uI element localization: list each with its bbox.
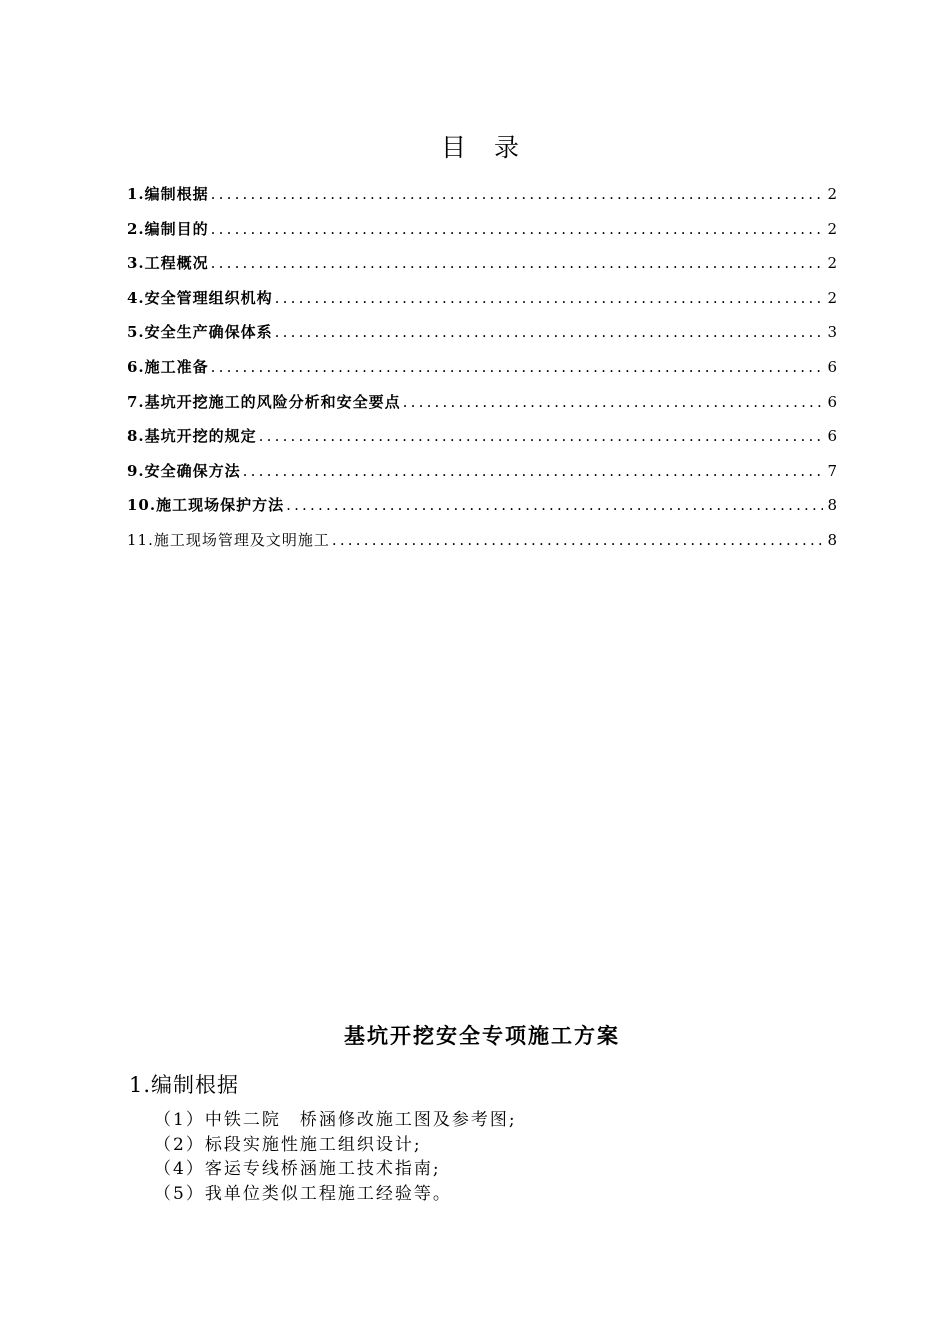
- toc-entry-page: 8: [827, 530, 837, 549]
- toc-entry-label: 6.施工准备: [127, 357, 209, 376]
- toc-entry[interactable]: [127, 425, 837, 460]
- document-title: 基坑开挖安全专项施工方案: [344, 1023, 620, 1048]
- toc-entry[interactable]: [127, 218, 837, 253]
- toc-entry[interactable]: [127, 183, 837, 218]
- list-item: （5）我单位类似工程施工经验等。: [154, 1183, 452, 1204]
- toc-leader-dots: [211, 220, 824, 238]
- toc-entry-label: 3.工程概况: [127, 254, 209, 273]
- toc-entry-page: 2: [827, 254, 837, 273]
- toc-entry-label: 1.编制根据: [127, 185, 209, 203]
- toc-entry[interactable]: [127, 391, 837, 426]
- toc-entry-label: 9.安全确保方法: [127, 461, 241, 480]
- toc-entry-page: 7: [827, 461, 837, 480]
- toc-leader-dots: [403, 393, 824, 411]
- toc-leader-dots: [211, 254, 824, 272]
- toc-entry-page: 2: [827, 219, 837, 238]
- list-item: （1）中铁二院 桥涵修改施工图及参考图;: [154, 1110, 517, 1130]
- toc-entry[interactable]: [127, 321, 837, 356]
- toc-entry[interactable]: [127, 529, 837, 564]
- toc-entry-page: 2: [827, 185, 837, 203]
- toc-entry-label: 4.安全管理组织机构: [127, 288, 273, 307]
- toc-leader-dots: [275, 289, 824, 307]
- toc-entry-page: 3: [827, 323, 837, 342]
- toc-leader-dots: [259, 427, 824, 445]
- toc-entry[interactable]: [127, 460, 837, 495]
- toc-entry-label: 5.安全生产确保体系: [127, 323, 273, 342]
- toc-entry-page: 6: [827, 392, 837, 411]
- toc-entry-page: 2: [827, 288, 837, 307]
- toc-entry-page: 6: [827, 427, 837, 446]
- section-heading: 1.编制根据: [129, 1073, 240, 1097]
- toc-leader-dots: [211, 185, 824, 203]
- list-item: （2）标段实施性施工组织设计;: [154, 1134, 422, 1155]
- toc-leader-dots: [332, 531, 824, 549]
- toc-leader-dots: [243, 462, 824, 480]
- toc-entry[interactable]: [127, 252, 837, 287]
- list-item: （4）客运专线桥涵施工技术指南;: [154, 1159, 441, 1179]
- toc-leader-dots: [211, 358, 824, 376]
- toc-title: 目 录: [441, 133, 529, 162]
- toc-entry-label: 7.基坑开挖施工的风险分析和安全要点: [127, 392, 401, 411]
- basis-list: [154, 1108, 517, 1206]
- toc-entry[interactable]: [127, 287, 837, 322]
- toc-entry[interactable]: [127, 356, 837, 391]
- toc-entry-label: 2.编制目的: [127, 219, 209, 238]
- toc-leader-dots: [275, 323, 824, 341]
- toc-leader-dots: [286, 496, 823, 514]
- toc-entry-label: 10.施工现场保护方法: [127, 496, 285, 515]
- toc-entry[interactable]: [127, 494, 837, 529]
- toc-entry-label: 11.施工现场管理及文明施工: [127, 530, 330, 549]
- toc-entry-page: 8: [827, 496, 837, 515]
- toc-entry-page: 6: [827, 357, 837, 376]
- toc-entry-label: 8.基坑开挖的规定: [127, 427, 257, 446]
- table-of-contents: [127, 183, 837, 564]
